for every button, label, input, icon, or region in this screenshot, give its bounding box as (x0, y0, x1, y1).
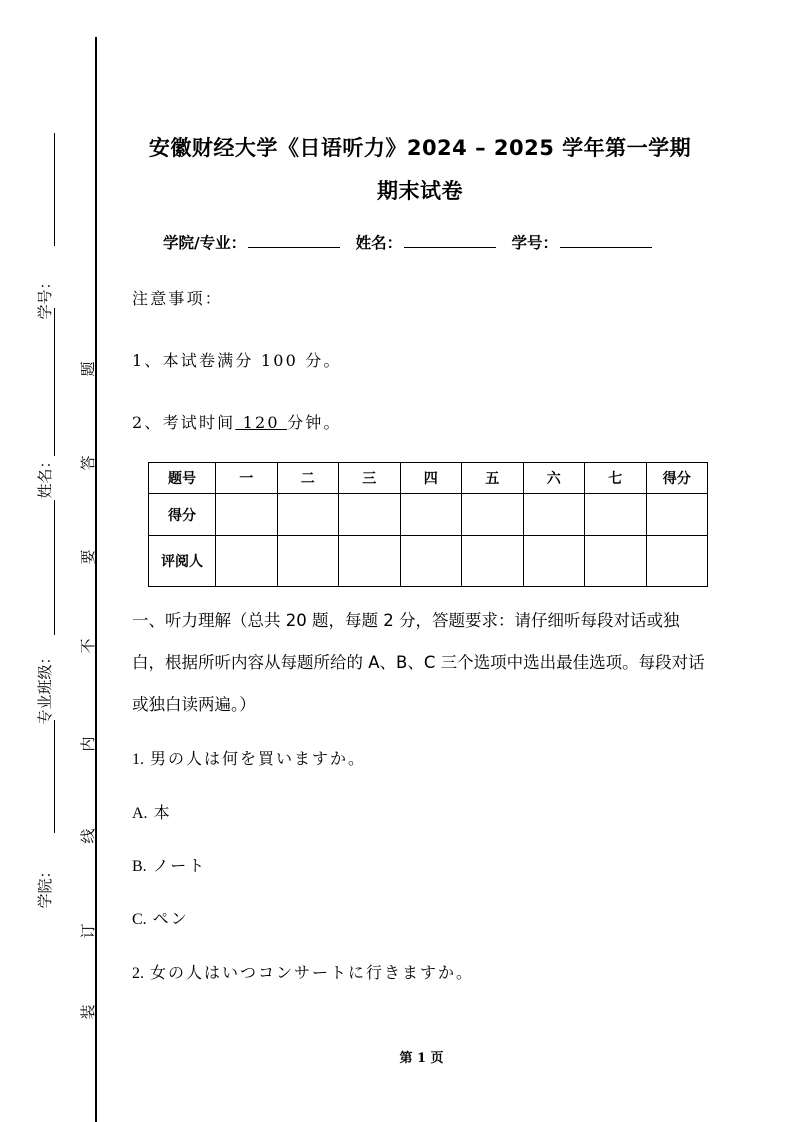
seal-char: 订 (79, 923, 97, 939)
question-number: 1. (132, 751, 144, 768)
score-cell[interactable] (400, 494, 462, 536)
college-major-blank[interactable] (248, 233, 340, 248)
grader-cell[interactable] (400, 536, 462, 587)
seal-char: 不 (79, 638, 97, 654)
exam-time-value: 120 (235, 413, 288, 432)
score-table (148, 462, 708, 587)
grader-cell[interactable] (277, 536, 339, 587)
name-blank[interactable] (404, 233, 496, 248)
seal-char: 线 (79, 828, 97, 844)
header-cell: 四 (400, 463, 462, 494)
exam-title: 安徽财经大学《日语听力》2024 – 2025 学年第一学期 (148, 136, 692, 160)
score-cell[interactable] (585, 494, 647, 536)
seal-char: 题 (79, 361, 97, 377)
score-row (149, 494, 708, 536)
question-text: 男の人は何を買いますか。 (150, 749, 367, 768)
name-label: 姓名： (355, 234, 403, 252)
seal-char: 答 (79, 455, 97, 471)
question-text: 女の人はいつコンサートに行きますか。 (150, 963, 475, 982)
student-id-field-line (54, 133, 55, 246)
note-exam-time (132, 410, 342, 433)
row-label: 得分 (149, 494, 216, 536)
score-cell[interactable] (523, 494, 585, 536)
question-1-option-b[interactable] (132, 853, 206, 876)
option-text: ノート (152, 856, 207, 875)
student-id-blank[interactable] (560, 233, 652, 248)
margin-college-label: 学院： (36, 863, 54, 909)
header-cell: 三 (339, 463, 401, 494)
grader-cell[interactable] (585, 536, 647, 587)
margin-student-id-label: 学号： (36, 274, 54, 320)
question-1-option-c[interactable] (132, 906, 189, 929)
grader-cell[interactable] (462, 536, 524, 587)
college-field-line (54, 720, 55, 833)
option-letter: A. (132, 805, 148, 822)
score-cell[interactable] (339, 494, 401, 536)
seal-char: 装 (79, 1004, 97, 1020)
grader-cell[interactable] (646, 536, 708, 587)
note-full-score: 1、本试卷满分 100 分。 (132, 351, 342, 370)
question-number: 2. (132, 965, 144, 982)
margin-major-class-label: 专业班级： (36, 649, 54, 725)
grader-cell[interactable] (339, 536, 401, 587)
score-cell[interactable] (277, 494, 339, 536)
option-letter: C. (132, 911, 147, 928)
seal-char: 内 (79, 736, 97, 752)
header-cell: 得分 (646, 463, 708, 494)
margin-name-label: 姓名： (36, 453, 54, 499)
score-table-header-row (149, 463, 708, 494)
seal-char: 要 (79, 549, 97, 565)
option-text: ペン (152, 909, 189, 928)
college-major-label: 学院/专业： (163, 234, 247, 252)
option-text: 本 (153, 803, 172, 822)
section-1-instructions: 一、听力理解（总共 20 题，每题 2 分，答题要求：请仔细听每段对话或独白，根据所听内容从每题所给的 A、B、C 三个选项中选出最佳选项。每段对话或独白读两遍。） (132, 611, 705, 714)
notes-heading: 注意事项： (132, 289, 224, 308)
note-exam-time-suffix: 分钟。 (287, 413, 342, 432)
question-2 (132, 960, 474, 983)
row-label: 评阅人 (149, 536, 216, 587)
major-class-field-line-upper (54, 500, 55, 635)
exam-subtitle: 期末试卷 (377, 179, 463, 203)
grader-cell[interactable] (523, 536, 585, 587)
header-cell: 题号 (149, 463, 216, 494)
header-cell: 二 (277, 463, 339, 494)
question-1-option-a[interactable] (132, 800, 172, 823)
grader-row (149, 536, 708, 587)
score-cell[interactable] (646, 494, 708, 536)
header-cell: 六 (523, 463, 585, 494)
student-id-label: 学号： (511, 234, 559, 252)
page-number: 第 1 页 (399, 1051, 444, 1066)
note-exam-time-prefix: 2、考试时间 (132, 413, 236, 432)
score-cell[interactable] (216, 494, 278, 536)
name-field-line (54, 308, 55, 456)
grader-cell[interactable] (216, 536, 278, 587)
option-letter: B. (132, 858, 147, 875)
student-info-row (163, 231, 662, 253)
question-1 (132, 746, 366, 769)
binding-line (95, 37, 97, 1122)
header-cell: 五 (462, 463, 524, 494)
score-cell[interactable] (462, 494, 524, 536)
header-cell: 一 (216, 463, 278, 494)
header-cell: 七 (585, 463, 647, 494)
